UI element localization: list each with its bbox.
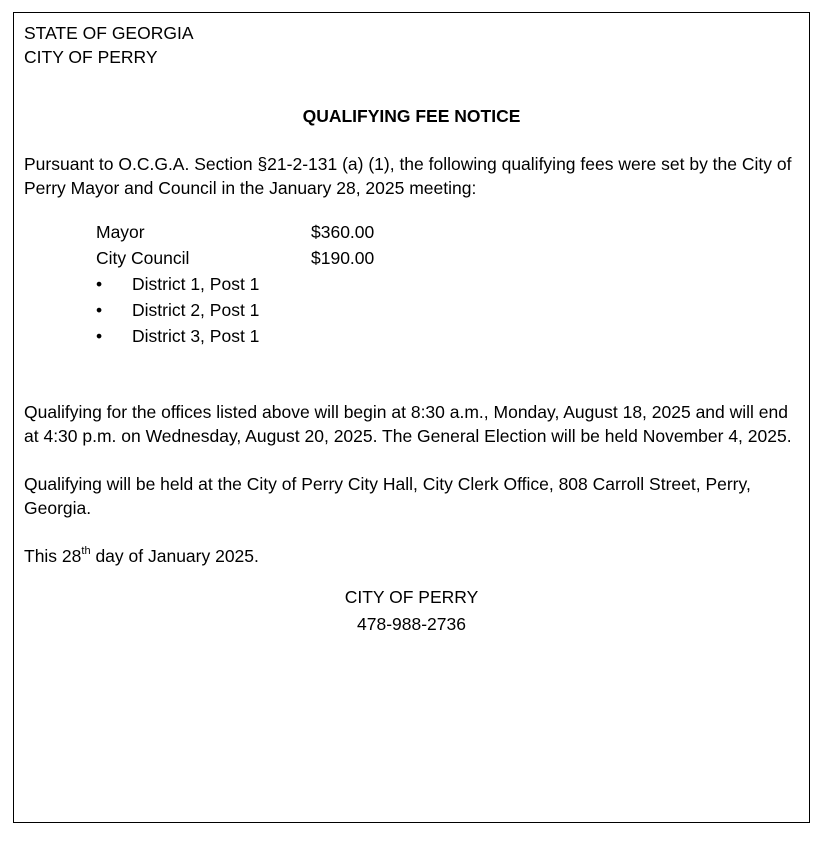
list-item xyxy=(96,297,799,323)
intro-paragraph: Pursuant to O.C.G.A. Section §21-2-131 (a) (1), the following qualifying fees were set by the City of Perry Mayor and Council in the January 28, 2025 meeting: xyxy=(24,154,792,198)
fee-amount: $190.00 xyxy=(311,248,375,268)
list-item xyxy=(96,323,799,349)
bullet-icon: • xyxy=(96,274,103,294)
state-heading: STATE OF GEORGIA xyxy=(24,23,194,43)
fee-row-mayor xyxy=(96,219,799,245)
bullet-icon: • xyxy=(96,326,103,346)
dated-prefix: This 28 xyxy=(24,546,82,566)
fee-office-label: City Council xyxy=(96,248,190,268)
signature-block xyxy=(24,584,799,638)
district-label: District 2, Post 1 xyxy=(132,300,260,320)
signature-phone: 478-988-2736 xyxy=(357,614,466,634)
notice-title: QUALIFYING FEE NOTICE xyxy=(302,106,521,126)
signature-name: CITY OF PERRY xyxy=(344,587,479,607)
district-list xyxy=(96,271,799,349)
location-paragraph: Qualifying will be held at the City of Perry City Hall, City Clerk Office, 808 Carroll Street, Perry, Georgia. xyxy=(24,474,751,518)
fee-row-city-council xyxy=(96,245,799,271)
bullet-icon: • xyxy=(96,300,103,320)
list-item xyxy=(96,271,799,297)
dated-suffix: day of January 2025. xyxy=(90,546,259,566)
notice-border xyxy=(13,12,810,823)
district-label: District 1, Post 1 xyxy=(132,274,260,294)
notice-content xyxy=(24,21,799,638)
dated-line xyxy=(24,544,799,568)
fee-amount: $360.00 xyxy=(311,222,375,242)
dated-superscript: th xyxy=(81,545,91,558)
fee-table xyxy=(96,219,799,349)
fee-office-label: Mayor xyxy=(96,222,145,242)
city-heading: CITY OF PERRY xyxy=(24,47,158,67)
qualifying-period-paragraph: Qualifying for the offices listed above will begin at 8:30 a.m., Monday, August 18, 2025 and will end at 4:30 p.m. on Wednesday, August 20, 2025. The General Election will be held November 4, 2025. xyxy=(24,402,792,446)
district-label: District 3, Post 1 xyxy=(132,326,260,346)
